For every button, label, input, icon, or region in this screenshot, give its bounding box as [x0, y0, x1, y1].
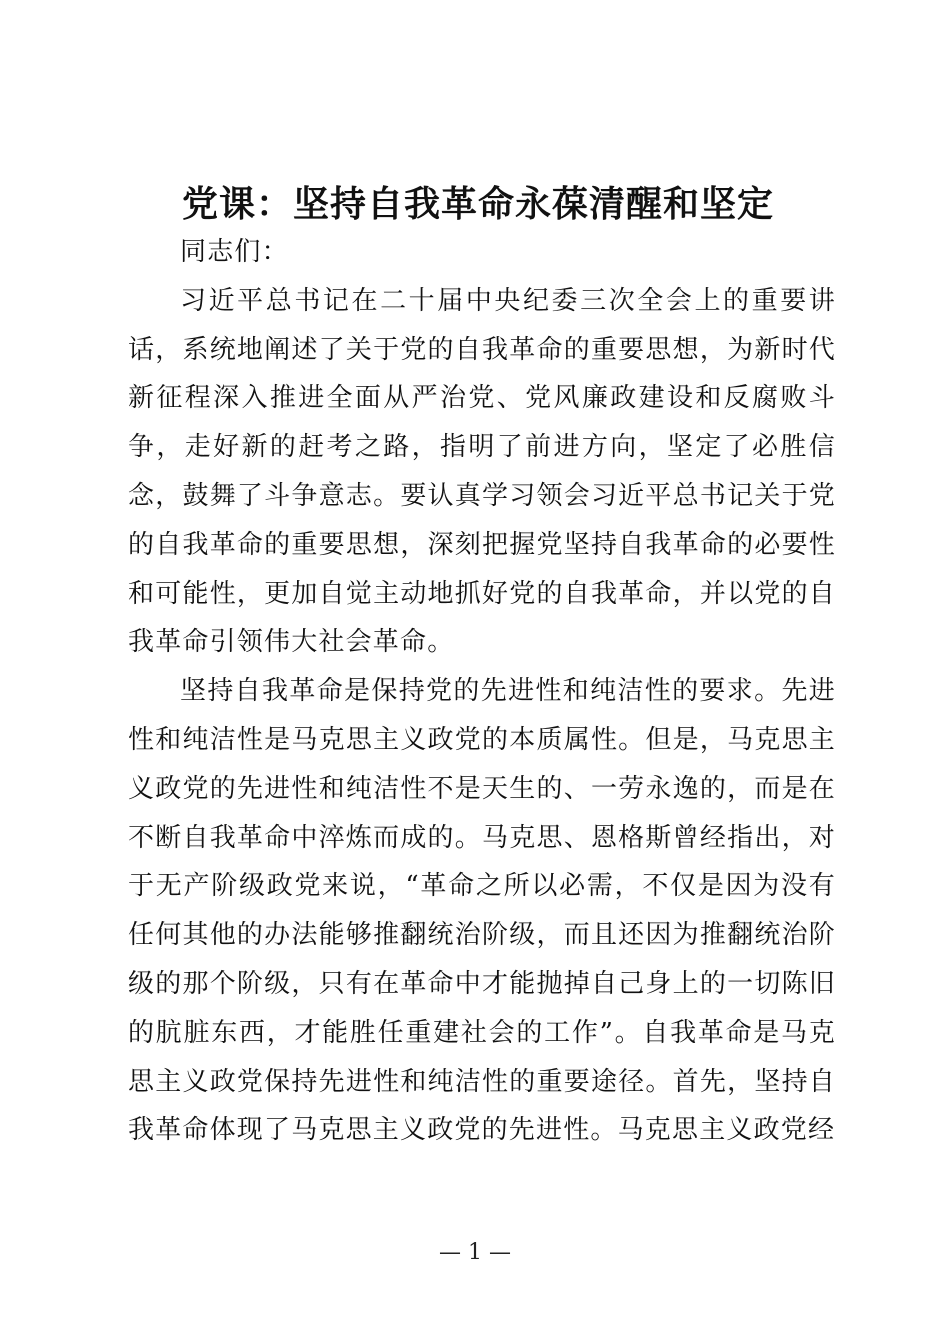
paragraph-1: 习近平总书记在二十届中央纪委三次全会上的重要讲话，系统地阐述了关于党的自我革命的重要思想，为新时代新征程深入推进全面从严治党、党风廉政建设和反腐败斗争，走好新的赶考之路，指明了前进方向，坚定了必胜信念，鼓舞了斗争意志。要认真学习领会习近平总书记关于党的自我革命的重要思想，深刻把握党坚持自我革命的必要性和可能性，更加自觉主动地抓好党的自我革命，并以党的自我革命引领伟大社会革命。 [128, 285, 836, 658]
page-number: — 1 — [439, 1240, 511, 1265]
paragraph-2: 坚持自我革命是保持党的先进性和纯洁性的要求。先进性和纯洁性是马克思主义政党的本质属性。但是，马克思主义政党的先进性和纯洁性不是天生的、一劳永逸的，而是在不断自我革命中淬炼而成的。马克思、恩格斯曾经指出，对于无产阶级政党来说，“革命之所以必需，不仅是因为没有任何其他的办法能够推翻统治阶级，而且还因为推翻统治阶级的那个阶级，只有在革命中才能抛掉自己身上的一切陈旧的肮脏东西，才能胜任重建社会的工作”。自我革命是马克思主义政党保持先进性和纯洁性的重要途径。首先，坚持自我革命体现了马克思主义政党的先进性。马克思主义政党经 [128, 676, 836, 1146]
document-body [128, 228, 836, 1155]
salutation: 同志们： [180, 237, 289, 267]
document-title: 党课：坚持自我革命永葆清醒和坚定 [181, 183, 774, 225]
